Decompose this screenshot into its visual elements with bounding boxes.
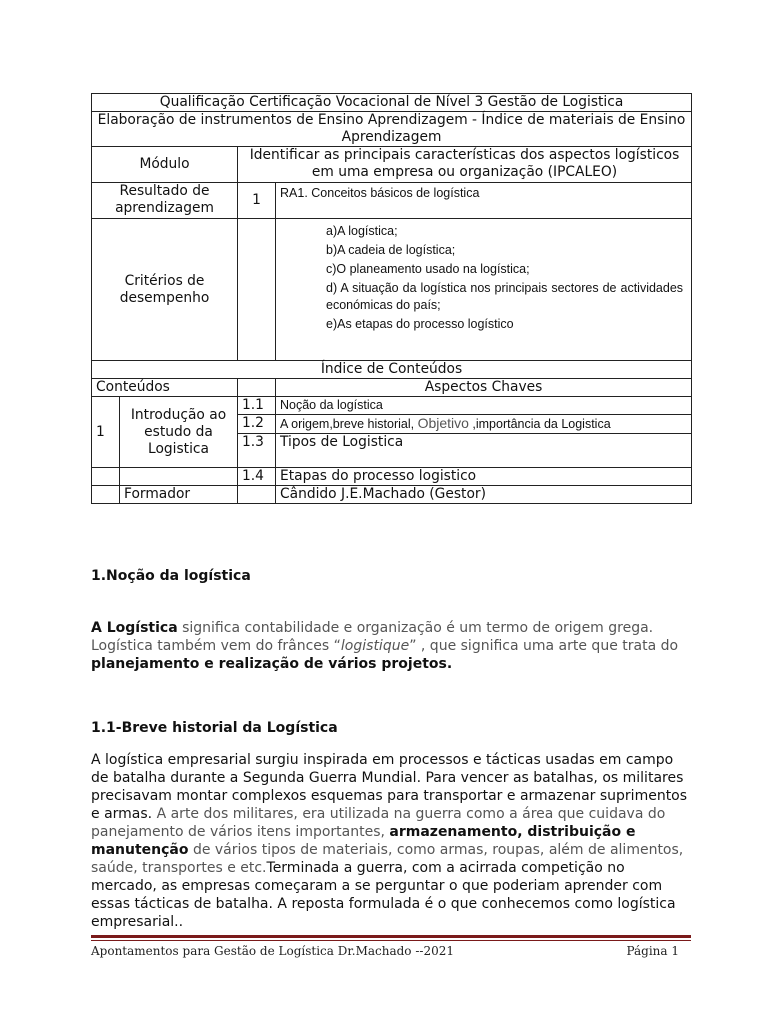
row-text: Tipos de Logistica <box>276 434 692 468</box>
trainer-value: Cândido J.E.Machado (Gestor) <box>276 486 692 504</box>
row-text: Etapas do processo logistico <box>276 468 692 486</box>
elaboration-title: Elaboração de instrumentos de Ensino Aprendizagem - Índice de materiais de Ensino Aprendizagem <box>92 112 692 147</box>
unit-number: 1 <box>92 397 120 468</box>
module-label: Módulo <box>92 147 238 183</box>
row-code: 1.3 <box>238 434 276 468</box>
key-aspects-label: Aspectos Chaves <box>276 379 692 397</box>
bold-term: armazenamento, distribuição e manutenção <box>91 824 636 858</box>
criterion-item: d) A situação da logística nos principais sectores de actividades económicas do país; <box>326 281 684 312</box>
row-text-part: ,importância da Logistica <box>468 417 611 431</box>
empty-cell <box>120 468 238 486</box>
paragraph-text: Terminada a guerra, com a acirrada competição no mercado, as empresas começaram a se perguntar o que poderiam aprender com essas tácticas de batalha. A reposta formulada é o que conhecemos como logística empresarial.. <box>91 860 676 930</box>
criterion-item: b)A cadeia de logística; <box>326 243 456 257</box>
section-heading-historial: 1.1-Breve historial da Logística <box>91 720 338 736</box>
row-text-highlight: Objetivo <box>417 415 469 431</box>
footer-left-text: Apontamentos para Gestão de Logística Dr.Machado --2021 <box>91 944 454 958</box>
paragraph-text: A logística empresarial surgiu inspirada em processos e tácticas usadas em campo de batalha durante a Segunda Guerra Mundial. Para vencer as batalhas, os militares precisavam montar complexos esquemas para transportar e armazenar suprimentos e armas. <box>91 752 688 822</box>
page-footer <box>91 944 679 958</box>
row-text <box>276 415 692 434</box>
result-value: RA1. Conceitos básicos de logística <box>276 183 692 219</box>
row-text: Noção da logística <box>276 397 692 415</box>
contents-label: Conteúdos <box>92 379 238 397</box>
criterion-item: a)A logística; <box>326 224 398 238</box>
criteria-label: Critérios de desempenho <box>92 219 238 361</box>
index-title: Índice de Conteúdos <box>92 361 692 379</box>
criteria-number-cell <box>238 219 276 361</box>
paragraph-text: ” , que significa uma arte que trata do <box>409 638 679 654</box>
footer-divider <box>91 935 691 938</box>
empty-cell <box>92 468 120 486</box>
section-heading-nocao: 1.Noção da logística <box>91 568 251 584</box>
page-number: Página 1 <box>626 944 679 958</box>
paragraph-text: A arte dos militares, era utilizada na guerra como a área que cuidava do panejamento de vários itens importantes, <box>91 806 666 840</box>
row-code: 1.1 <box>238 397 276 415</box>
course-plan-table-wrapper <box>91 93 691 504</box>
criterion-item: e)As etapas do processo logístico <box>326 317 514 331</box>
bold-term: A Logística <box>91 620 178 636</box>
bold-term: planejamento e realização de vários projetos. <box>91 656 453 672</box>
paragraph-text: significa contabilidade e organização é um termo de origem grega. Logística também vem do frânces “ <box>91 620 654 654</box>
empty-cell <box>92 486 120 504</box>
section-paragraph-historial <box>91 751 691 931</box>
row-code: 1.2 <box>238 415 276 434</box>
trainer-label: Formador <box>120 486 238 504</box>
empty-cell <box>238 486 276 504</box>
paragraph-text: de vários tipos de materiais, como armas, roupas, além de alimentos, saúde, transportes e etc. <box>91 842 684 876</box>
row-code: 1.4 <box>238 468 276 486</box>
criteria-list <box>276 219 692 361</box>
section-paragraph-nocao <box>91 619 691 673</box>
footer-divider-thin <box>91 940 691 941</box>
course-plan-table <box>91 93 692 504</box>
result-number: 1 <box>238 183 276 219</box>
result-label: Resultado de aprendizagem <box>92 183 238 219</box>
row-text-part: A origem,breve historial, <box>280 417 418 431</box>
italic-term: logistique <box>340 638 410 654</box>
module-value: Identificar as principais características dos aspectos logísticos em uma empresa ou organização (IPCALEO) <box>238 147 692 183</box>
qualification-title: Qualificação Certificação Vocacional de Nível 3 Gestão de Logistica <box>92 94 692 112</box>
contents-code-header <box>238 379 276 397</box>
criterion-item: c)O planeamento usado na logística; <box>326 262 530 276</box>
unit-title: Introdução ao estudo da Logistica <box>120 397 238 468</box>
